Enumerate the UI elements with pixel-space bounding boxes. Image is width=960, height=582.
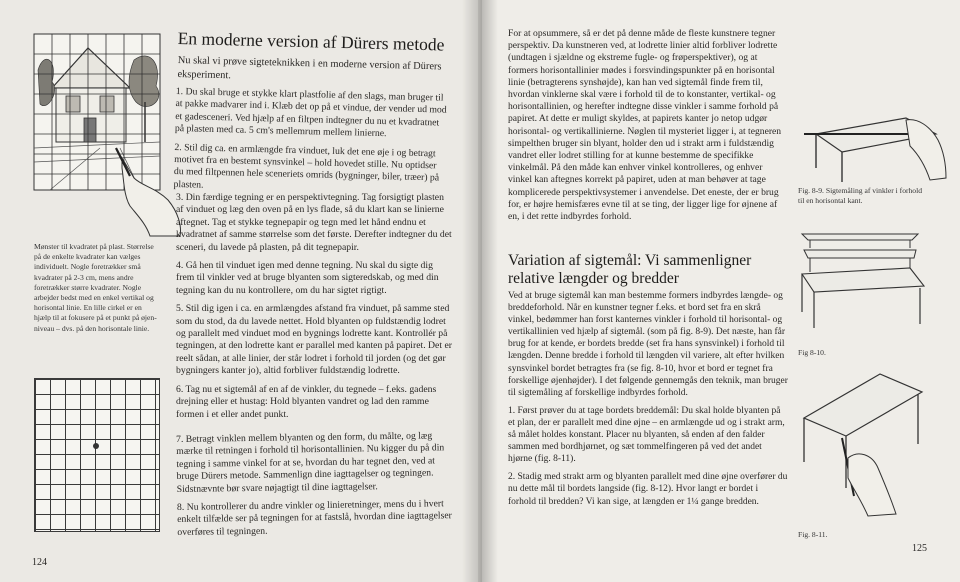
table-sighting-illustration xyxy=(798,82,948,192)
page-number-left: 124 xyxy=(32,557,47,568)
tables-eye-levels-illustration xyxy=(798,228,928,338)
section-body xyxy=(508,290,788,514)
figure-caption: Mønster til kvadratet på plast. Størrelse på de enkelte kvadrater kan vælges individuelt. Nogle foretrækker små kvadrater på 2-3 cm, mens andre foretrækker større kvadrater. Nogle arbejder bedst med en enkel vertikal og horisontal linie. En lille cirkel er en hjælp til at fokusere på et punkt på øjen-niveau – dvs. på den horisontale linie. xyxy=(34,242,157,333)
section-title: Variation af sigtemål: Vi sammenligner relative længder og bredder xyxy=(508,252,752,287)
step-4: 4. Gå hen til vinduet igen med denne tegning. Nu skal du sigte dig frem til vinkler ved at bruge blyanten som sigteredskab, og med din tegning kan du nu kontrollere, om du har sigtet rigtigt. xyxy=(176,260,439,296)
steps-column-middle xyxy=(176,192,452,427)
step-5: 5. Stil dig igen i ca. en armlængdes afstand fra vinduet, på samme sted som du stod, da du lavede nettet. Hold blyanten op fuldstændig lodret og parallelt med vinduet mod en bygnings lodrette kant. Kontrollér på tegningen, at den lodrette kant er parallel med kanten på papiret. Det er reelt sådan, at alle linier, der står lodret i forhold til jorden (og det gør bygningers kanter jo), altid forbliver fuldstændig lodrette. xyxy=(176,303,452,377)
step-7: 7. Betragt vinklen mellem blyanten og den form, du målte, og læg mærke til retningen i forhold til horisontallinien. Nu kigger du på din tegning i samme vinkel for at se, hvordan du har tegnet den, ved at bruge Dürers metode. Sammenlign dine iagttagelser og tegningen. Sidstnævnte bør svare nøjagtigt til dine iagttagelser. xyxy=(176,430,445,495)
step-1-right: 1. Først prøver du at tage bordets breddemål: Du skal holde blyanten på et plan, der er parallelt med dine øjne – en armlængde ud og i strakt arm, så målet holdes konstant. Placer nu blyanten, så enden af den falder sammen med bordhjørnet, og sæt tommelfingeren på ved det andet hjørne (fig. 8-11). xyxy=(508,405,785,465)
table-measuring-illustration xyxy=(798,368,938,518)
steps-column-bottom xyxy=(176,430,454,545)
page-title: En moderne version af Dürers metode xyxy=(177,28,445,55)
steps-column-top xyxy=(173,86,450,204)
house-sketch-illustration xyxy=(30,30,190,240)
step-2: 2. Stil dig ca. en armlængde fra vinduet, luk det ene øje i og betragt motivet fra en bestemt synsvinkel – hold hovedet stille. Nu optidser du med filtpennen hele sceneriets omrids (bygninger, biler, træer) på plasten. xyxy=(173,141,440,191)
caption-fig-8-10: Fig 8-10. xyxy=(798,348,826,357)
page-subtitle: Nu skal vi prøve sigteteknikken i en moderne version af Dürers eksperiment. xyxy=(177,54,442,81)
step-6: 6. Tag nu et sigtemål af en af de vinkler, du tegnede – f.eks. gadens drejning eller et hustag: Hold blyanten vandret og lad den ramme formen i et eller andet punkt. xyxy=(176,383,437,420)
caption-fig-8-11: Fig. 8-11. xyxy=(798,530,828,539)
intro-text: For at opsummere, så er det på denne måde de fleste kunstnere tegner perspektiv. Da kunstneren ved, at lodrette linier altid forbliver lodrette (undtagen i sjældne og ekstreme fugle- og frøperspektiver), og at formers horisontallinier mødes i forsvindingspunkter på en horisontal linie (betragterens synshøjde), kan han ved sigtemål finde frem til, hvordan vinklerne skal være i forhold til de to konstanter, vertikal- og horisontallinien, og herefter indtegne disse vinkler i samme forhold på papiret. At dette er muligt skyldes, at papirets kanter jo netop udgør horisontal- og vertikallinierne. Nøglen til mysteriet ligger i, at tegneren simpelthen bruger sin blyant, holder den ud i strakt arm i fuldstændig vandret eller lodret stilling for at kunne bestemme de specifikke vinkelmål. På den måde kan enhver vinkel kontrolleres, og enhver vinkel kan aftegnes korrekt på papiret, uden at man behøver at tage komplicerede perspektivsystemer i anvendelse. Det eneste, der er brug for, er højre hemisfæres evne til at se ting, der ligger lige for øjnene af en, i det rette indbyrdes forhold. xyxy=(508,28,782,223)
step-1: 1. Du skal bruge et stykke klart plastfolie af den slags, man bruger til at pakke madvarer ind i. Klæb det op på et vindue, der vender ud mod et gadesceneri. Ved hjælp af en filtpen indtegner du nu et kvadratnet på plasten med ca. 5 cm's mellemrum mellem linierne. xyxy=(174,86,447,140)
section-paragraph: Ved at bruge sigtemål kan man bestemme formers indbyrdes længde- og breddeforhold. Når en kunstner tegner f.eks. et bord set fra en skrå vinkel, bedømmer han forst kanternes vinkler i forhold til horisontal- og vertikallinien ved hjælp af sigtemål. (som på fig. 8-9). Det næste, han får brug for at kende, er bordets bredde (set fra hans synsvinkel) i forhold til længden. Denne bredde i forhold til længden vil variere, alt efter hvilken synsvinkel bordet betragtes fra (se fig. 8-10, hvor et bord er tegnet fra forskellige øjenhøjder). I det følgende gennemgås den teknik, man bruger til sigtemåling af forskellige indbyrdes forhold. xyxy=(508,291,788,398)
step-3: 3. Din færdige tegning er en perspektivtegning. Tag forsigtigt plasten af vinduet og læg den oven på en lys flade, så du klart kan se linierne aftegnet. Tag et stykke tegnepapir og tegn med let hånd endnu et kvadratnet af samme størrelse som det første. Derefter indtegner du det sceneri, du lavede på plasten, på dit tegnepapir. xyxy=(176,192,452,253)
step-8: 8. Nu kontrollerer du andre vinkler og linieretninger, mens du i hvert enkelt tilfælde ser på tegningen for at fastslå, hvordan dine iagttagelser overføres til tegningen. xyxy=(176,498,452,538)
caption-fig-8-9: Fig. 8-9. Sigtemåling af vinkler i forhold til en horisontal kant. xyxy=(798,186,923,206)
left-page xyxy=(0,0,478,582)
house-grid-sketch xyxy=(30,30,190,240)
page-number-right: 125 xyxy=(912,543,927,554)
right-page xyxy=(482,0,960,582)
step-2-right: 2. Stadig med strakt arm og blyanten parallelt med dine øjne overfører du nu dette mål til bordets langside (fig. 8-12). Hvor langt er bordet i forhold til bredden? Vi kan sige, at længden er 1¼ gange bredden. xyxy=(508,472,788,507)
grid-template xyxy=(34,378,160,532)
focus-circle xyxy=(93,443,99,449)
